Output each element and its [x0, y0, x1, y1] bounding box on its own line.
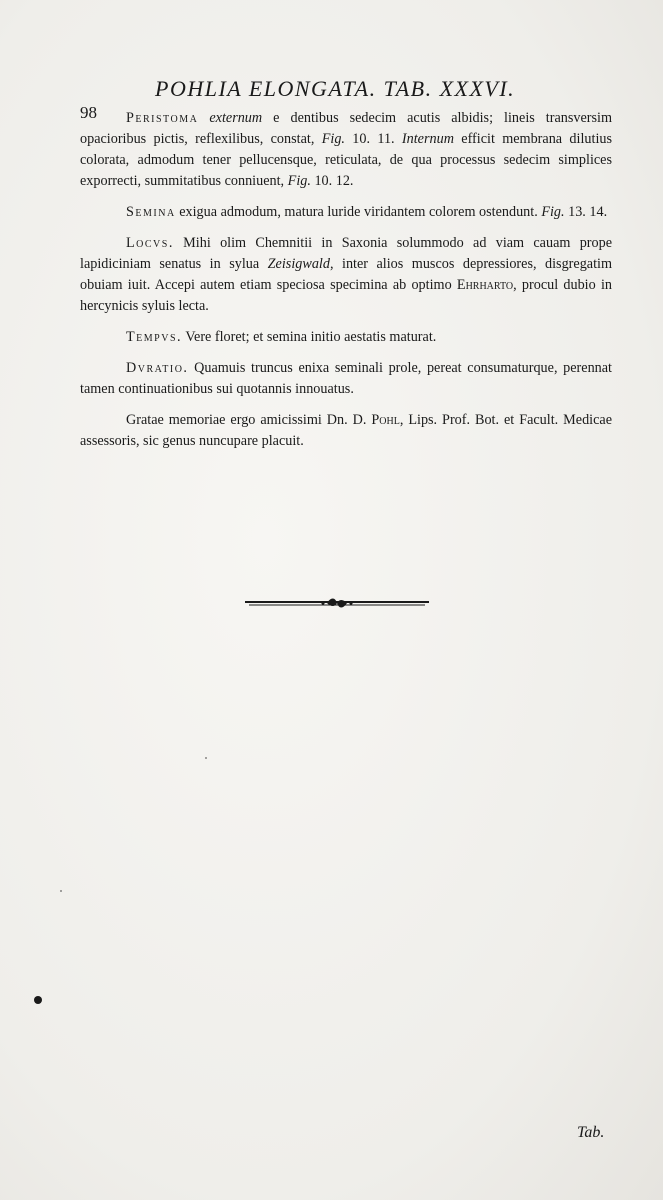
text-span: Internum [401, 131, 454, 147]
paragraph-tempus [80, 327, 612, 348]
text-span: Pohl [371, 412, 400, 428]
paragraph-semina [80, 202, 612, 223]
text-span: , inter alios muscos depressiores, disgregatim obuiam iuit. Accepi autem etiam speciosa specimina ab optimo [80, 256, 613, 293]
term-locus: Locvs. [126, 235, 174, 251]
text-span: 10. 11. [344, 131, 402, 147]
ink-spot [34, 996, 42, 1004]
catchword: Tab. [577, 1124, 605, 1141]
ink-spot [60, 890, 62, 892]
text-span: Zeisigwald [267, 256, 330, 272]
text-span: 10. 12. [310, 173, 354, 189]
paragraph-peristoma [80, 108, 612, 192]
term-tempus: Tempvs. [126, 329, 183, 345]
term-semina: Semina [126, 204, 176, 220]
text-span: Quamuis truncus enixa seminali prole, pereat consumaturque, perennat tamen continuationibus sui quotannis innouatus. [80, 360, 612, 397]
text-span: externum [209, 110, 263, 126]
ink-spot [205, 757, 207, 759]
body-text [80, 108, 612, 462]
text-span: Fig. [287, 173, 311, 189]
paragraph-gratae [80, 410, 612, 452]
text-span: , procul dubio in hercynicis syluis lecta. [80, 277, 612, 314]
text-span: Fig. [541, 204, 565, 220]
running-head: POHLIA ELONGATA. TAB. XXXVI. [155, 76, 516, 101]
text-span: , Lips. Prof. Bot. et Facult. Medicae assessoris, sic genus nuncupare placuit. [80, 412, 612, 449]
term-peristoma: Peristoma [126, 110, 199, 126]
text-span: Fig. [321, 131, 345, 147]
paragraph-locus [80, 233, 612, 317]
text-span: Vere floret; et semina initio aestatis maturat. [182, 329, 437, 345]
paragraph-duratio [80, 358, 612, 400]
page-number: 98 [80, 103, 97, 122]
text-span: Mihi olim Chemnitii in Saxonia solummodo ad viam cauam prope lapidiciniam senatus in sylua [80, 235, 612, 272]
text-span: Gratae memoriae ergo amicissimi Dn. D. [126, 412, 372, 428]
term-duratio: Dvratio. [126, 360, 189, 376]
horizontal-rule-ornament [243, 596, 431, 610]
text-span: exigua admodum, matura luride viridantem colorem ostendunt. [175, 204, 542, 220]
text-span: efficit membrana dilutius colorata, admodum tener pellucensque, reticulata, de qua processus sedecim simplices exporrecti, summitatibus conniuent, [80, 131, 612, 189]
text-span: 13. 14. [564, 204, 608, 220]
text-span: Ehrharto [456, 277, 514, 293]
text-span: e dentibus sedecim acutis albidis; lineis transversim opacioribus pictis, reflexilibus, constat, [80, 110, 612, 147]
